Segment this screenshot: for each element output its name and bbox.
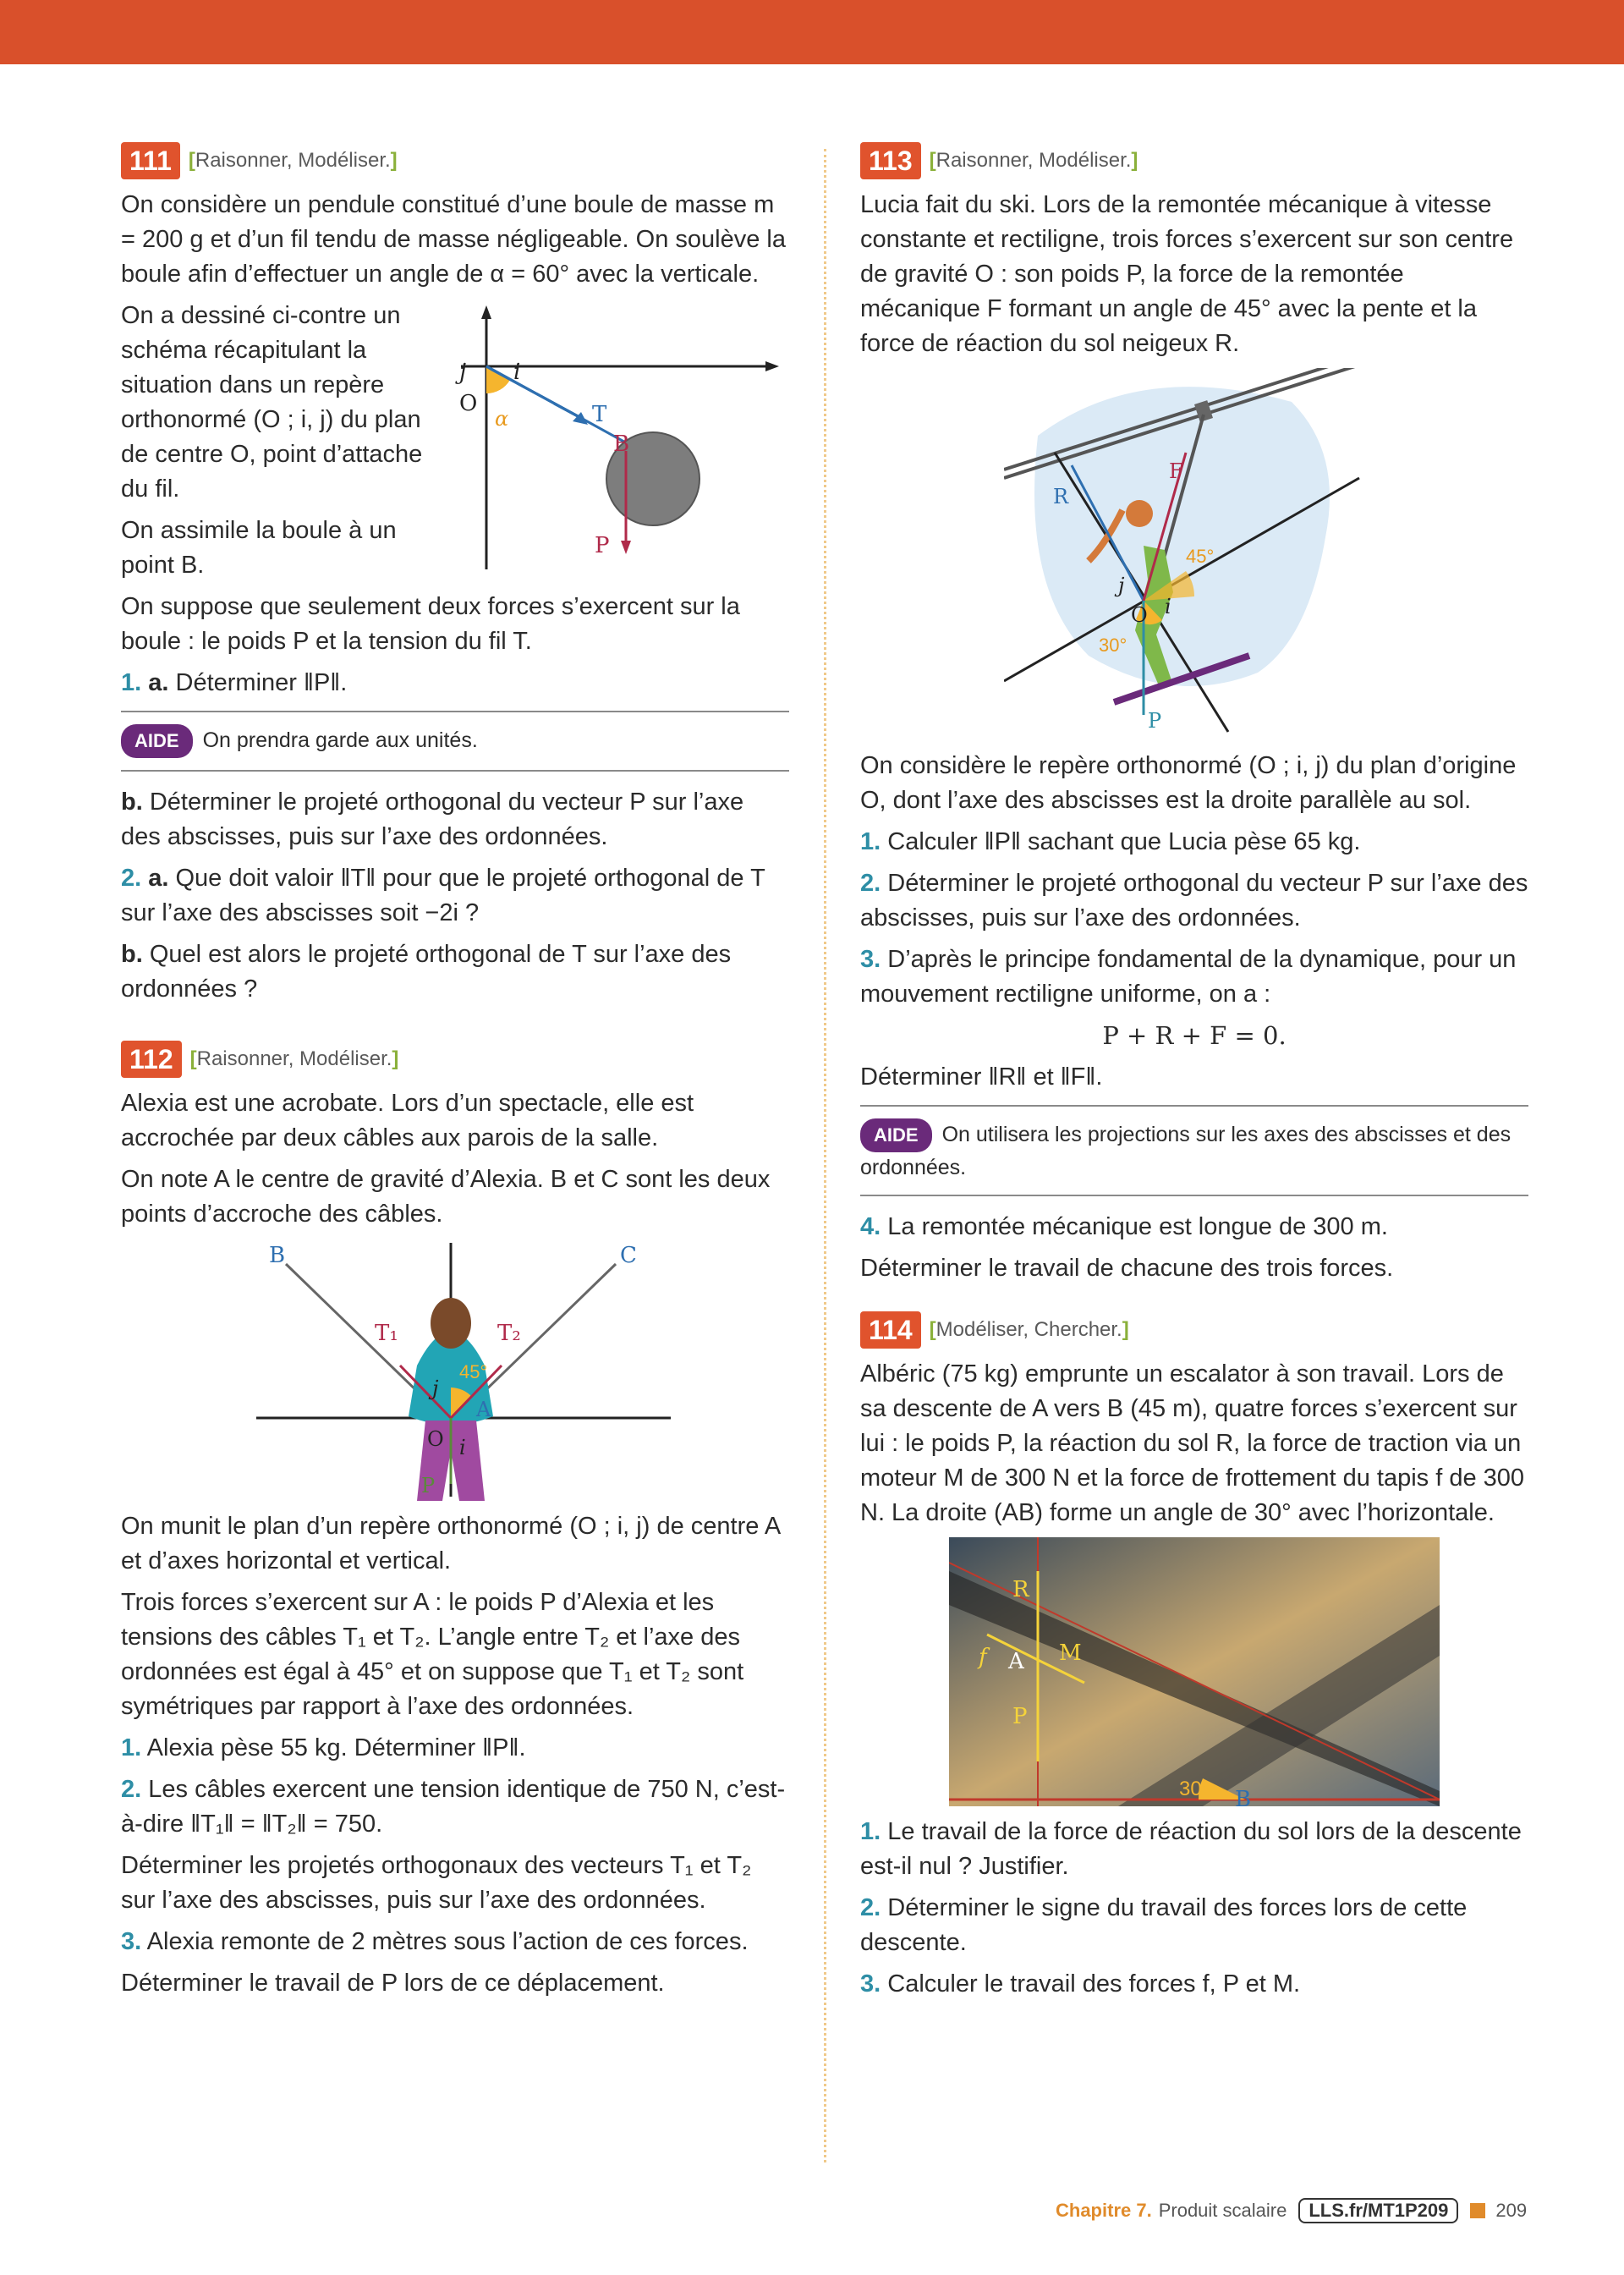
exercise-111 xyxy=(121,142,789,1007)
label-F: F xyxy=(1169,459,1183,483)
exercise-intro: Albéric (75 kg) emprunte un escalator à son travail. Lors de sa descente de A vers B (45 m), quatre forces s’exercent sur lui : le poids P, la réaction du sol R, la force de traction via un moteur M de 300 N et la force de frottement du tapis f de 300 N. La droite (AB) forme un angle de 30° avec l’horizontale. xyxy=(860,1360,1525,1526)
schema-text: On a dessiné ci-contre un schéma récapitulant la situation dans un repère orthonormé (O ; i, j) du plan de centre O, point d’attache du fil. xyxy=(121,302,423,503)
intro-1: Alexia est une acrobate. Lors d’un spectacle, elle est accrochée par deux câbles aux parois de la salle. xyxy=(121,1090,694,1151)
question-1b: b. Déterminer le projeté orthogonal du vecteur P sur l’axe des abscisses, puis sur l’axe des ordonnées. xyxy=(121,789,744,850)
top-banner xyxy=(0,0,1624,64)
label-i: i xyxy=(513,360,521,385)
question-4a: 4. La remontée mécanique est longue de 300 m. xyxy=(860,1213,1388,1240)
label-angle45: 45° xyxy=(1186,546,1215,567)
label-i: i xyxy=(459,1436,466,1459)
page-marker-icon xyxy=(1470,2203,1485,2218)
question-3: 3. D’après le principe fondamental de la dynamique, pour un mouvement rectiligne uniforme, on a : xyxy=(860,946,1517,1008)
left-column xyxy=(121,142,789,2008)
question-2b: Déterminer les projetés orthogonaux des vecteurs T₁ et T₂ sur l’axe des abscisses, puis sur l’axe des ordonnées. xyxy=(121,1852,752,1914)
question-2: 2. Déterminer le signe du travail des forces lors de cette descente. xyxy=(860,1894,1468,1956)
suppose-text: On suppose que seulement deux forces s’exercent sur la boule : le poids P et la tension du fil T. xyxy=(121,593,740,655)
label-C: C xyxy=(620,1243,637,1268)
question-2a: 2. a. Que doit valoir ‖T‖ pour que le projeté orthogonal de T sur l’axe des abscisses soit −2i ? xyxy=(121,865,765,926)
lls-link[interactable]: LLS.fr/MT1P209 xyxy=(1298,2198,1458,2223)
label-B: B xyxy=(1235,1787,1252,1806)
label-T2: T₂ xyxy=(497,1321,521,1346)
page-footer xyxy=(1056,2198,1527,2223)
skills-label: [Modéliser, Chercher.] xyxy=(929,1318,1129,1341)
aide-box: AIDE On prendra garde aux unités. xyxy=(121,711,789,772)
exercise-number: 112 xyxy=(121,1041,182,1078)
aide-badge: AIDE xyxy=(121,724,193,758)
label-P: P xyxy=(1148,709,1162,733)
intro-2: On note A le centre de gravité d’Alexia. B et C sont les deux points d’accroche des câbles. xyxy=(121,1166,771,1228)
question-1: 1. Le travail de la force de réaction du sol lors de la descente est-il nul ? Justifier. xyxy=(860,1818,1522,1880)
label-M: M xyxy=(1059,1640,1082,1666)
label-angle: 30° xyxy=(1179,1778,1210,1800)
label-R: R xyxy=(1053,485,1069,508)
exercise-number: 111 xyxy=(121,142,180,179)
label-angle30: 30° xyxy=(1099,635,1127,656)
label-R: R xyxy=(1012,1577,1029,1602)
label-A: A xyxy=(476,1398,491,1421)
label-O: O xyxy=(427,1427,444,1451)
question-3b: Déterminer le travail de P lors de ce déplacement. xyxy=(121,1970,665,1997)
question-2: 2. Déterminer le projeté orthogonal du vecteur P sur l’axe des abscisses, puis sur l’axe des ordonnées. xyxy=(860,870,1528,931)
assimile-text: On assimile la boule à un point B. xyxy=(121,517,397,579)
aide-badge: AIDE xyxy=(860,1118,932,1152)
label-T: T xyxy=(592,402,607,427)
aide-box: AIDE On utilisera les projections sur les axes des abscisses et des ordonnées. xyxy=(860,1105,1528,1196)
chapter-label: Chapitre 7. xyxy=(1056,2200,1152,2221)
label-O: O xyxy=(1131,603,1148,627)
exercise-intro: Lucia fait du ski. Lors de la remontée mécanique à vitesse constante et rectiligne, trois forces s’exercent sur son centre de gravité O : son poids P, la force de la remontée mécanique F formant un angle de 45° avec la pente et la force de réaction du sol neigeux R. xyxy=(860,191,1514,357)
repere-text: On munit le plan d’un repère orthonormé (O ; i, j) de centre A et d’axes horizontal et vertical. xyxy=(121,1513,780,1574)
label-B: B xyxy=(269,1243,286,1268)
column-divider xyxy=(824,149,826,2162)
label-B: B xyxy=(613,431,630,457)
label-O: O xyxy=(459,391,478,416)
label-i: i xyxy=(1165,595,1171,618)
ski-lift-diagram xyxy=(1004,368,1376,740)
exercise-intro: On considère un pendule constitué d’une boule de masse m = 200 g et d’un fil tendu de masse négligeable. On soulève la boule afin d’effectuer un angle de α = 60° avec la verticale. xyxy=(121,191,786,288)
exercise-112 xyxy=(121,1041,789,2001)
label-j: j xyxy=(432,1377,439,1400)
question-3a: 3. Alexia remonte de 2 mètres sous l’action de ces forces. xyxy=(121,1928,749,1955)
chapter-title: Produit scalaire xyxy=(1158,2200,1287,2221)
label-P: P xyxy=(1012,1704,1028,1729)
label-j: j xyxy=(459,360,467,385)
exercise-number: 114 xyxy=(860,1311,921,1349)
skills-label: [Raisonner, Modéliser.] xyxy=(929,149,1138,172)
label-P: P xyxy=(595,533,610,558)
question-3-det: Déterminer ‖R‖ et ‖F‖. xyxy=(860,1063,1103,1091)
skills-label: [Raisonner, Modéliser.] xyxy=(189,1047,399,1070)
forces-text: Trois forces s’exercent sur A : le poids P d’Alexia et les tensions des câbles T₁ et T₂. L’angle entre T₂ et l’axe des ordonnées est égal à 45° et on suppose que T₁ et T₂ sont symétriques par rapport à l’axe des ordonnées. xyxy=(121,1589,744,1720)
page-number: 209 xyxy=(1495,2200,1528,2221)
question-2b: b. Quel est alors le projeté orthogonal de T sur l’axe des ordonnées ? xyxy=(121,941,732,1003)
escalator-photo xyxy=(949,1537,1440,1806)
label-j: j xyxy=(1118,574,1125,597)
right-column xyxy=(860,142,1528,2008)
label-alpha: α xyxy=(495,407,509,431)
acrobat-diagram xyxy=(248,1239,688,1501)
label-angle: 45° xyxy=(459,1361,488,1382)
repere-text: On considère le repère orthonormé (O ; i, j) du plan d’origine O, dont l’axe des abscisses est la droite parallèle au sol. xyxy=(860,752,1517,814)
question-1a: 1. a. Déterminer ‖P‖. xyxy=(121,669,348,696)
exercise-number: 113 xyxy=(860,142,921,179)
question-4b: Déterminer le travail de chacune des trois forces. xyxy=(860,1255,1394,1282)
label-T1: T₁ xyxy=(375,1321,398,1346)
question-1: 1. Calculer ‖P‖ sachant que Lucia pèse 65 kg. xyxy=(860,828,1361,855)
exercise-113 xyxy=(860,142,1528,1286)
equation: P + R + F = 0. xyxy=(1102,1021,1287,1050)
question-1: 1. Alexia pèse 55 kg. Déterminer ‖P‖. xyxy=(121,1734,526,1761)
label-P: P xyxy=(421,1474,436,1497)
skills-label: [Raisonner, Modéliser.] xyxy=(188,149,398,172)
question-3: 3. Calculer le travail des forces f, P et M. xyxy=(860,1970,1301,1997)
question-2a: 2. Les câbles exercent une tension identique de 750 N, c’est-à-dire ‖T₁‖ = ‖T₂‖ = 750. xyxy=(121,1776,786,1838)
exercise-114 xyxy=(860,1311,1528,2002)
label-f: f xyxy=(979,1645,987,1670)
pendulum-diagram xyxy=(444,299,782,569)
label-A: A xyxy=(1008,1649,1024,1674)
